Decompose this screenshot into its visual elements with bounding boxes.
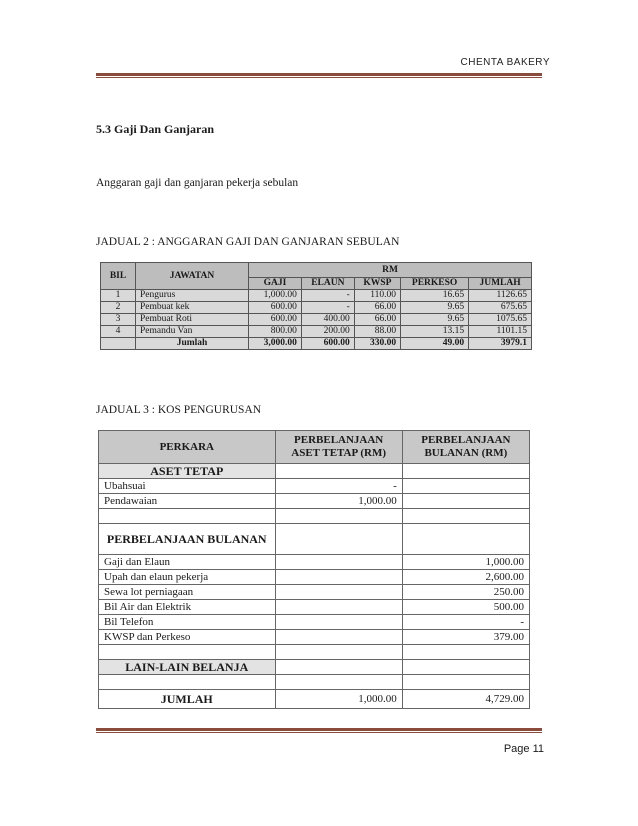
- table-row: [101, 326, 532, 338]
- footer-rule: [96, 728, 542, 731]
- cell-elaun: 400.00: [301, 314, 354, 326]
- cell-perkeso: 9.65: [401, 314, 469, 326]
- cell-elaun: -: [301, 302, 354, 314]
- section-aset-tetap: ASET TETAP: [99, 464, 276, 479]
- cell-jawatan: Pemandu Van: [136, 326, 249, 338]
- cell-bulanan: [402, 479, 529, 494]
- cell-bulanan: -: [402, 615, 529, 630]
- cell-bulanan: 2,600.00: [402, 570, 529, 585]
- cell-kwsp: 110.00: [354, 290, 400, 302]
- cost-table: [98, 430, 530, 709]
- cell-aset: 1,000.00: [275, 494, 402, 509]
- table2-caption: JADUAL 2 : ANGGARAN GAJI DAN GANJARAN SEBULAN: [96, 236, 400, 248]
- section-perbelanjaan-bulanan: PERBELANJAAN BULANAN: [99, 524, 276, 555]
- col-kwsp: KWSP: [354, 278, 400, 290]
- cell-bulanan: 379.00: [402, 630, 529, 645]
- cell-gaji: 1,000.00: [249, 290, 302, 302]
- cell-bil: 1: [101, 290, 136, 302]
- cell-perkeso: 9.65: [401, 302, 469, 314]
- cell-kwsp: 66.00: [354, 302, 400, 314]
- cell-item: Bil Air dan Elektrik: [99, 600, 276, 615]
- col-jawatan: JAWATAN: [136, 263, 249, 290]
- cell-bulanan: [402, 494, 529, 509]
- cell-total-kwsp: 330.00: [354, 338, 400, 350]
- cell-total-perkeso: 49.00: [401, 338, 469, 350]
- table-row: [99, 570, 530, 585]
- total-row: [101, 338, 532, 350]
- cell-aset: [275, 615, 402, 630]
- table-row: [99, 600, 530, 615]
- table-row: [101, 302, 532, 314]
- table-row: [99, 479, 530, 494]
- col-rm: RM: [249, 263, 532, 278]
- cell-gaji: 800.00: [249, 326, 302, 338]
- cell-aset: [275, 585, 402, 600]
- col-jumlah: JUMLAH: [469, 278, 532, 290]
- cell-item: Gaji dan Elaun: [99, 555, 276, 570]
- cell-jawatan: Pembuat Roti: [136, 314, 249, 326]
- cell-aset: [275, 600, 402, 615]
- cell-item: Ubahsuai: [99, 479, 276, 494]
- cell-total-elaun: 600.00: [301, 338, 354, 350]
- cell-jumlah: 1126.65: [469, 290, 532, 302]
- cell-total-bulanan: 4,729.00: [402, 690, 529, 709]
- cell-bulanan: 500.00: [402, 600, 529, 615]
- cell-bil: 3: [101, 314, 136, 326]
- col-perkara: PERKARA: [99, 431, 276, 464]
- total-row: [99, 690, 530, 709]
- cell-total-aset: 1,000.00: [275, 690, 402, 709]
- cell-gaji: 600.00: [249, 302, 302, 314]
- cell-perkeso: 13.15: [401, 326, 469, 338]
- cell-elaun: -: [301, 290, 354, 302]
- cell-elaun: 200.00: [301, 326, 354, 338]
- cell-bulanan: 1,000.00: [402, 555, 529, 570]
- cell-aset: [275, 570, 402, 585]
- page-number: Page 11: [503, 743, 544, 755]
- cell-item: Pendawaian: [99, 494, 276, 509]
- table-row: [99, 555, 530, 570]
- cell-item: Sewa lot perniagaan: [99, 585, 276, 600]
- cell-bil: 2: [101, 302, 136, 314]
- cell-aset: -: [275, 479, 402, 494]
- table-row: [99, 494, 530, 509]
- cell-bulanan: 250.00: [402, 585, 529, 600]
- header-rule-thin: [96, 77, 542, 78]
- table3-caption: JADUAL 3 : KOS PENGURUSAN: [96, 404, 262, 416]
- table-row: [101, 290, 532, 302]
- cell-perkeso: 16.65: [401, 290, 469, 302]
- cell-kwsp: 88.00: [354, 326, 400, 338]
- table-row: [99, 585, 530, 600]
- col-bil: BIL: [101, 263, 136, 290]
- section-title: 5.3 Gaji Dan Ganjaran: [96, 122, 215, 136]
- table-row: [99, 630, 530, 645]
- intro-text: Anggaran gaji dan ganjaran pekerja sebulan: [96, 177, 299, 189]
- cell-bil: 4: [101, 326, 136, 338]
- col-perkeso: PERKESO: [401, 278, 469, 290]
- table-row: [99, 615, 530, 630]
- footer-rule-thin: [96, 732, 542, 733]
- col-bulanan: PERBELANJAAN BULANAN (RM): [402, 431, 529, 464]
- cell-jawatan: Pembuat kek: [136, 302, 249, 314]
- cell-aset: [275, 630, 402, 645]
- cell-total-gaji: 3,000.00: [249, 338, 302, 350]
- cell-item: Upah dan elaun pekerja: [99, 570, 276, 585]
- cell-total-label: Jumlah: [136, 338, 249, 350]
- header-title: CHENTA BAKERY: [460, 57, 550, 68]
- cell-jumlah: 1101.15: [469, 326, 532, 338]
- table-row: [101, 314, 532, 326]
- cell-total-jumlah: 3979.1: [469, 338, 532, 350]
- cell-jumlah: 1075.65: [469, 314, 532, 326]
- cell-item: Bil Telefon: [99, 615, 276, 630]
- cell-aset: [275, 555, 402, 570]
- section-lain-lain: LAIN-LAIN BELANJA: [99, 660, 276, 675]
- salary-table: [100, 262, 532, 350]
- cell-item: KWSP dan Perkeso: [99, 630, 276, 645]
- cell-gaji: 600.00: [249, 314, 302, 326]
- col-gaji: GAJI: [249, 278, 302, 290]
- cell-total-label: JUMLAH: [99, 690, 276, 709]
- cell-kwsp: 66.00: [354, 314, 400, 326]
- col-elaun: ELAUN: [301, 278, 354, 290]
- cell-jumlah: 675.65: [469, 302, 532, 314]
- col-aset-tetap: PERBELANJAAN ASET TETAP (RM): [275, 431, 402, 464]
- header-rule: [96, 73, 542, 76]
- cell-jawatan: Pengurus: [136, 290, 249, 302]
